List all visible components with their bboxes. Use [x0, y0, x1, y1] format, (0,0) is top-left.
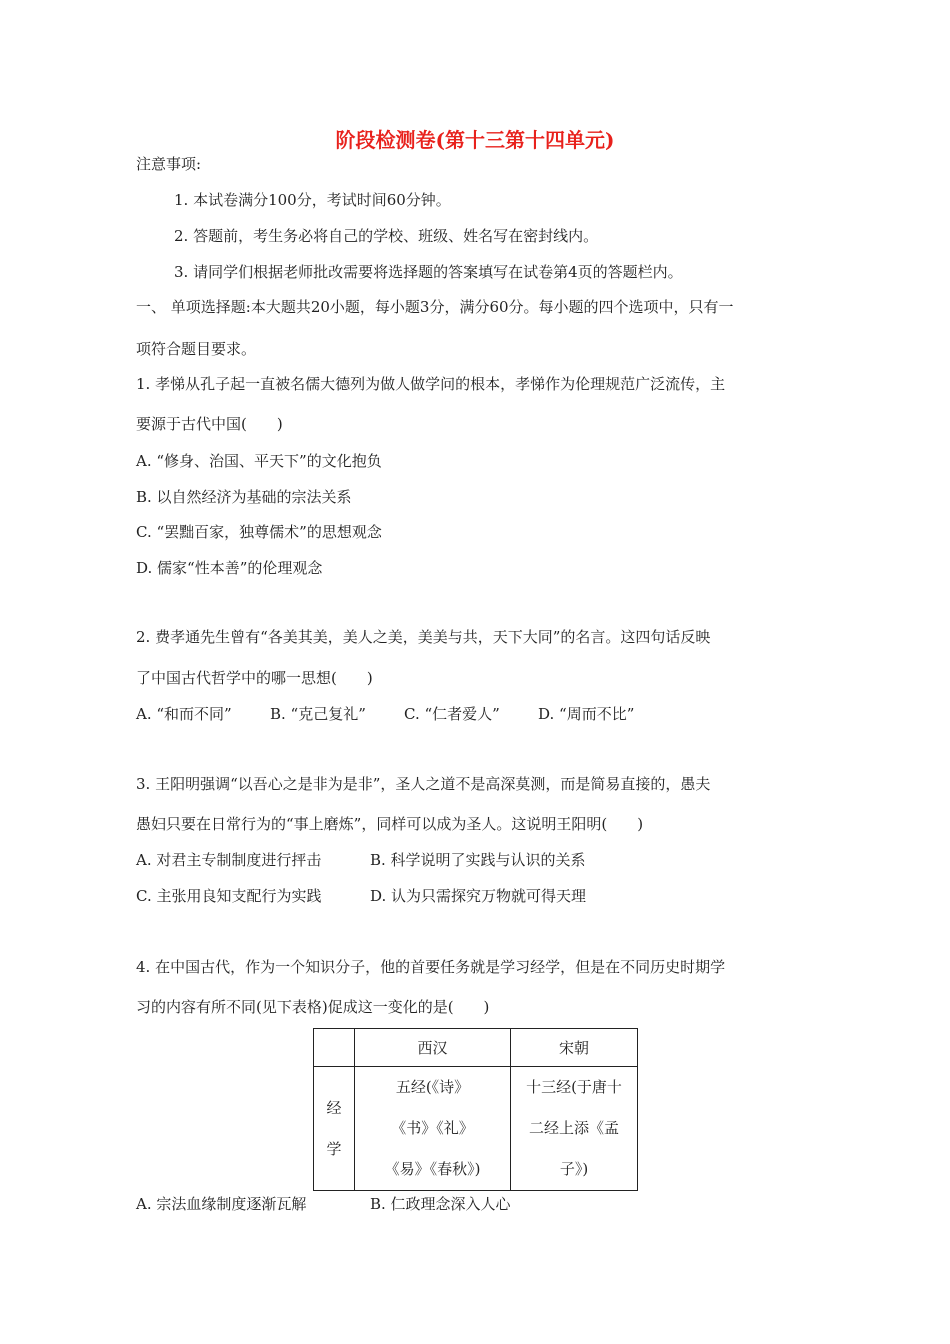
question-2-stem: 2. 费孝通先生曾有“各美其美，美人之美，美美与共，天下大同”的名言。这四句话反映: [136, 628, 711, 646]
section-heading-cont: 项符合题目要求。: [136, 340, 257, 358]
question-3-option-c: C. 主张用良知支配行为实践: [136, 887, 322, 905]
question-1-option-d: D. 儒家“性本善”的伦理观念: [136, 559, 323, 577]
question-3-stem: 3. 王阳明强调“以吾心之是非为是非”，圣人之道不是高深莫测，而是简易直接的，愚夫: [136, 775, 711, 793]
notice-item: 2. 答题前，考生务必将自己的学校、班级、姓名写在密封线内。: [174, 227, 599, 245]
question-2-option-d: D. “周而不比”: [538, 705, 635, 723]
question-3-option-a: A. 对君主专制制度进行抨击: [136, 851, 322, 869]
question-2-option-a: A. “和而不同”: [136, 705, 232, 723]
table-header-empty: [314, 1029, 355, 1067]
question-4-stem: 4. 在中国古代，作为一个知识分子，他的首要任务就是学习经学，但是在不同历史时期学: [136, 958, 726, 976]
table-row-label: 经 学: [314, 1067, 355, 1191]
question-2-stem-cont: 了中国古代哲学中的哪一思想( ): [136, 669, 373, 687]
question-1-stem: 1. 孝悌从孔子起一直被名儒大德列为做人做学问的根本，孝悌作为伦理规范广泛流传，主: [136, 375, 726, 393]
question-3-option-b: B. 科学说明了实践与认识的关系: [370, 851, 586, 869]
table-header-songchao: 宋朝: [511, 1029, 638, 1067]
question-1-stem-cont: 要源于古代中国( ): [136, 415, 283, 433]
question-2-option-b: B. “克己复礼”: [270, 705, 366, 723]
question-4-stem-cont: 习的内容有所不同(见下表格)促成这一变化的是( ): [136, 998, 490, 1016]
question-3-option-d: D. 认为只需探究万物就可得天理: [370, 887, 587, 905]
question-4-option-a: A. 宗法血缘制度逐渐瓦解: [136, 1195, 307, 1213]
table-cell-songchao: 十三经(于唐十 二经上添《孟 子》): [511, 1067, 638, 1191]
notice-item: 3. 请同学们根据老师批改需要将选择题的答案填写在试卷第4页的答题栏内。: [174, 263, 683, 281]
question-4-option-b: B. 仁政理念深入人心: [370, 1195, 511, 1213]
question-2-option-c: C. “仁者爱人”: [404, 705, 500, 723]
notice-heading: 注意事项:: [136, 155, 202, 173]
comparison-table: [313, 1028, 638, 1191]
question-3-stem-cont: 愚妇只要在日常行为的“事上磨炼”，同样可以成为圣人。这说明王阳明( ): [136, 815, 644, 833]
table-header-xihan: 西汉: [355, 1029, 511, 1067]
question-1-option-c: C. “罢黜百家，独尊儒术”的思想观念: [136, 523, 382, 541]
question-1-option-a: A. “修身、治国、平天下”的文化抱负: [136, 452, 382, 470]
table-cell-xihan: 五经(《诗》 《书》《礼》 《易》《春秋》): [355, 1067, 511, 1191]
question-1-option-b: B. 以自然经济为基础的宗法关系: [136, 488, 352, 506]
section-heading: 一、 单项选择题:本大题共20小题，每小题3分，满分60分。每小题的四个选项中，只有一: [136, 298, 734, 316]
notice-item: 1. 本试卷满分100分，考试时间60分钟。: [174, 191, 451, 209]
page-title: 阶段检测卷(第十三第十四单元): [335, 128, 615, 152]
